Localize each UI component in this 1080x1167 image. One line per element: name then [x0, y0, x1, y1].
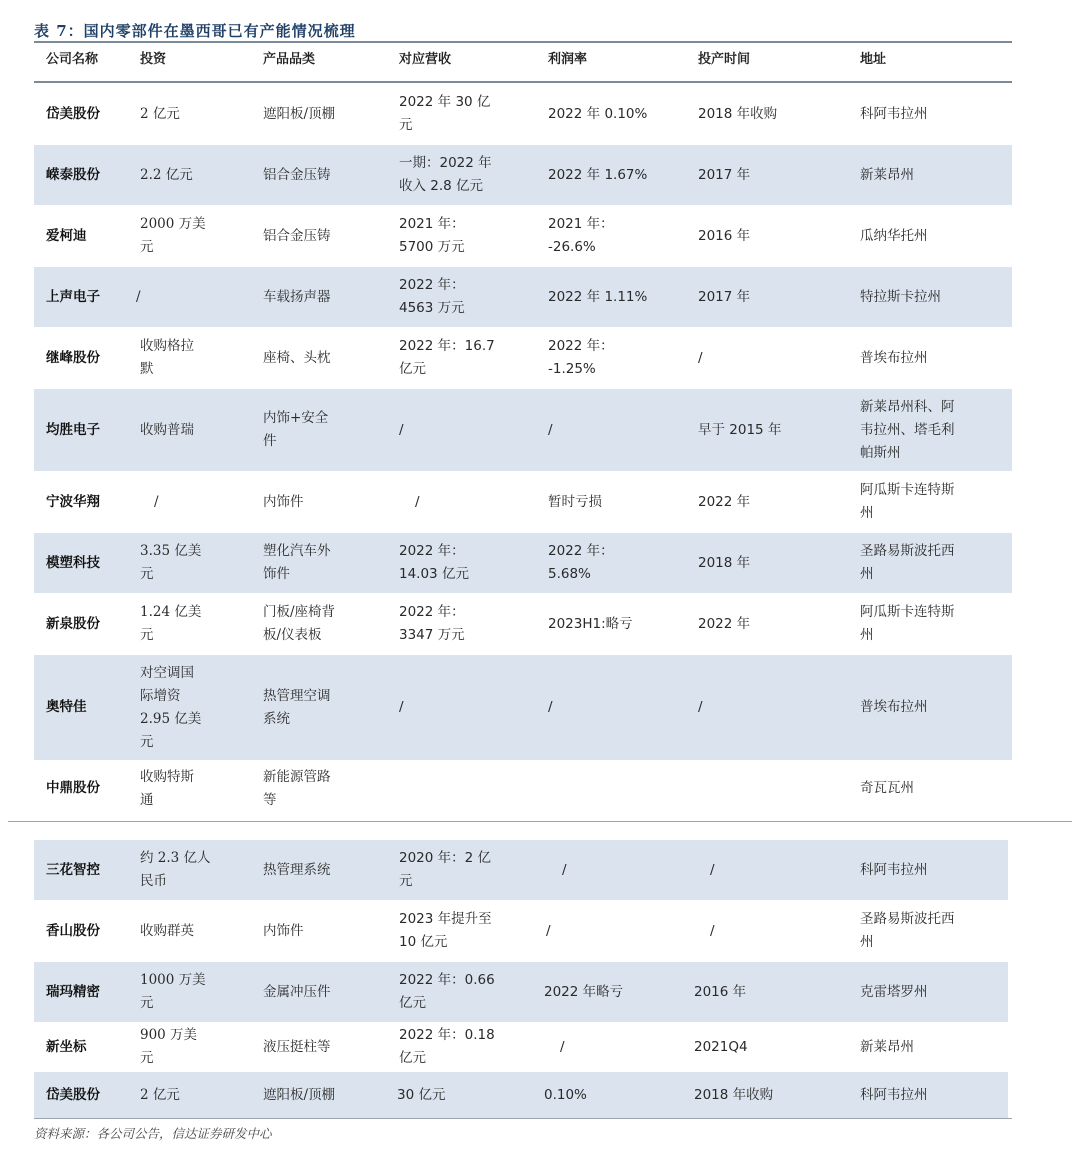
cell-company-name: [46, 962, 136, 1022]
cell-product: [263, 1072, 391, 1118]
margin-text: /: [548, 421, 553, 438]
start-time-text: /: [710, 922, 715, 939]
product-text: 热管理空调 系统: [263, 687, 331, 727]
address-text: 圣路易斯波托西 州: [860, 543, 955, 582]
revenue-text: 一期：2022 年 收入 2.8 亿元: [399, 155, 492, 194]
cell-revenue: [399, 840, 539, 900]
company-name-text: 爱柯迪: [46, 227, 87, 244]
table-row: [34, 267, 1012, 327]
product-text: 内饰件: [263, 493, 304, 510]
start-time-text: 2016 年: [694, 983, 747, 1000]
address-text: 克雷塔罗州: [860, 983, 928, 1000]
table-header: [34, 45, 1012, 73]
top-rule: [34, 41, 1012, 43]
company-name-text: 模塑科技: [46, 554, 100, 571]
bottom-rule: [34, 1118, 1012, 1119]
product-text: 遮阳板/顶棚: [263, 1086, 336, 1103]
cell-address: [860, 1072, 1008, 1118]
cell-start-time: [698, 267, 848, 327]
investment-text: 2000 万美 元: [140, 216, 206, 255]
cell-address: [860, 328, 1008, 388]
address-text: 圣路易斯波托西 州: [860, 911, 955, 950]
cell-margin: [548, 328, 688, 388]
cell-start-time: [710, 840, 860, 900]
start-time-text: 2022 年: [698, 493, 751, 510]
cell-company-name: [46, 533, 136, 593]
cell-revenue: [399, 267, 539, 327]
margin-text: /: [562, 861, 567, 878]
margin-text: 0.10%: [544, 1086, 587, 1103]
cell-product: [263, 206, 391, 266]
investment-text: 3.35 亿美 元: [140, 543, 202, 582]
cell-address: [860, 206, 1008, 266]
revenue-text: /: [399, 699, 404, 715]
margin-text: 2022 年 1.11%: [548, 288, 648, 305]
cell-start-time: [698, 655, 848, 760]
revenue-text: 2023 年提升至 10 亿元: [399, 911, 492, 950]
product-text: 遮阳板/顶棚: [263, 105, 336, 122]
table-row: [34, 1023, 1008, 1071]
address-text: 普埃布拉州: [860, 699, 928, 715]
cell-product: [263, 1023, 391, 1071]
cell-company-name: [46, 328, 136, 388]
investment-text: 收购特斯 通: [140, 768, 194, 808]
revenue-text: 2022 年： 4563 万元: [399, 277, 465, 316]
header-margin: 利润率: [548, 52, 588, 67]
product-text: 金属冲压件: [263, 983, 331, 1000]
address-text: 新莱昂州: [860, 166, 914, 183]
section-divider: [8, 821, 1072, 822]
cell-margin: [544, 962, 684, 1022]
start-time-text: 2018 年收购: [698, 105, 778, 122]
cell-revenue: [399, 389, 539, 471]
address-text: 特拉斯卡拉州: [860, 288, 941, 305]
cell-margin: [548, 267, 688, 327]
table-row: [34, 389, 1012, 471]
cell-company-name: [46, 840, 136, 900]
product-text: 铝合金压铸: [263, 227, 331, 244]
margin-text: 2022 年略亏: [544, 983, 624, 1000]
cell-company-name: [46, 267, 136, 327]
start-time-text: /: [698, 349, 703, 366]
table-row: [34, 472, 1012, 532]
cell-company-name: [46, 472, 136, 532]
cell-address: [860, 389, 1008, 471]
cell-company-name: [46, 901, 136, 961]
product-text: 门板/座椅背 板/仪表板: [263, 604, 336, 643]
header-rule: [34, 81, 1012, 83]
table-row: [34, 145, 1012, 205]
cell-start-time: [698, 594, 848, 654]
start-time-text: 2017 年: [698, 288, 751, 305]
header-address: 地址: [860, 52, 887, 67]
revenue-text: 2022 年： 3347 万元: [399, 604, 465, 643]
cell-product: [263, 472, 391, 532]
margin-text: 2023H1:略亏: [548, 615, 633, 632]
cell-margin: [548, 206, 688, 266]
margin-text: /: [546, 922, 551, 939]
cell-revenue: [399, 206, 539, 266]
cell-revenue: [399, 145, 539, 205]
cell-investment: [140, 901, 255, 961]
cell-revenue: [415, 472, 555, 532]
investment-text: 收购群英: [140, 922, 194, 939]
company-name-text: 瑞玛精密: [46, 983, 100, 1000]
table-row: [34, 840, 1008, 900]
cell-revenue: [399, 655, 539, 760]
cell-investment: [154, 472, 269, 532]
cell-address: [860, 533, 1008, 593]
product-text: 热管理系统: [263, 861, 331, 878]
investment-text: 1000 万美 元: [140, 972, 206, 1011]
cell-product: [263, 655, 391, 760]
cell-revenue: [399, 328, 539, 388]
investment-text: 收购格拉 默: [140, 338, 194, 377]
table-row: [34, 84, 1012, 144]
cell-margin: [548, 533, 688, 593]
table-row: [34, 206, 1012, 266]
cell-address: [860, 761, 1008, 816]
cell-product: [263, 901, 391, 961]
start-time-text: /: [698, 699, 703, 715]
cell-start-time: [698, 84, 848, 144]
cell-address: [860, 901, 1008, 961]
cell-company-name: [46, 594, 136, 654]
cell-address: [860, 1023, 1008, 1071]
cell-address: [860, 145, 1008, 205]
product-text: 座椅、头枕: [263, 349, 331, 366]
table-row: [34, 962, 1008, 1022]
company-name-text: 奥特佳: [46, 699, 87, 715]
address-text: 新莱昂州科、阿 韦拉州、塔毛利 帕斯州: [860, 398, 955, 461]
investment-text: 对空调国 际增资 2.95 亿美 元: [140, 664, 202, 750]
cell-revenue: [399, 533, 539, 593]
product-text: 铝合金压铸: [263, 166, 331, 183]
cell-start-time: [694, 962, 844, 1022]
investment-text: /: [154, 493, 159, 510]
revenue-text: /: [399, 421, 404, 438]
cell-product: [263, 328, 391, 388]
investment-text: 2 亿元: [140, 1086, 180, 1103]
cell-margin: [548, 145, 688, 205]
cell-company-name: [46, 145, 136, 205]
margin-text: 2022 年 0.10%: [548, 105, 648, 122]
source-note: 资料来源：各公司公告，信达证券研发中心: [34, 1126, 272, 1141]
table-title: 表 7：国内零部件在墨西哥已有产能情况梳理: [34, 22, 356, 40]
cell-investment: [140, 389, 255, 471]
cell-investment: [140, 328, 255, 388]
margin-text: 2022 年： -1.25%: [548, 338, 614, 377]
company-name-text: 宁波华翔: [46, 493, 100, 510]
margin-text: 2022 年 1.67%: [548, 166, 648, 183]
cell-investment: [136, 267, 251, 327]
margin-text: 暂时亏损: [548, 493, 602, 510]
revenue-text: 30 亿元: [397, 1086, 446, 1103]
revenue-text: 2022 年 30 亿 元: [399, 94, 491, 133]
company-name-text: 嵘泰股份: [46, 166, 100, 183]
revenue-text: 2020 年：2 亿 元: [399, 850, 492, 889]
revenue-text: 2022 年： 14.03 亿元: [399, 543, 469, 582]
cell-address: [860, 594, 1008, 654]
start-time-text: 2016 年: [698, 227, 751, 244]
product-text: 内饰+安全 件: [263, 410, 329, 449]
company-name-text: 均胜电子: [46, 421, 100, 438]
table-row: [34, 655, 1012, 760]
cell-investment: [140, 533, 255, 593]
start-time-text: 2018 年收购: [694, 1086, 774, 1103]
cell-product: [263, 267, 391, 327]
table-row: [34, 533, 1012, 593]
cell-start-time: [698, 533, 848, 593]
revenue-text: 2021 年： 5700 万元: [399, 216, 465, 255]
cell-margin: [562, 840, 702, 900]
table-row: [34, 761, 1012, 816]
cell-company-name: [46, 1023, 136, 1071]
product-text: 内饰件: [263, 922, 304, 939]
start-time-text: 2017 年: [698, 166, 751, 183]
header-product: 产品品类: [263, 52, 316, 67]
cell-revenue: [399, 84, 539, 144]
company-name-text: 新泉股份: [46, 615, 100, 632]
product-text: 车载扬声器: [263, 288, 331, 305]
table-row: [34, 594, 1012, 654]
cell-investment: [140, 84, 255, 144]
margin-text: /: [560, 1038, 565, 1055]
revenue-text: 2022 年：16.7 亿元: [399, 338, 495, 377]
cell-product: [263, 840, 391, 900]
cell-start-time: [694, 1023, 844, 1071]
cell-start-time: [694, 1072, 844, 1118]
cell-margin: [548, 84, 688, 144]
cell-revenue: [399, 1023, 539, 1071]
cell-start-time: [698, 472, 848, 532]
cell-margin: [548, 594, 688, 654]
cell-start-time: [698, 145, 848, 205]
cell-address: [860, 84, 1008, 144]
address-text: 新莱昂州: [860, 1038, 914, 1055]
product-text: 新能源管路 等: [263, 768, 331, 808]
product-text: 塑化汽车外 饰件: [263, 543, 331, 582]
cell-investment: [140, 145, 255, 205]
cell-product: [263, 389, 391, 471]
cell-revenue: [399, 594, 539, 654]
cell-margin: [548, 472, 688, 532]
table-row: [34, 1072, 1008, 1118]
cell-investment: [140, 655, 255, 760]
cell-start-time: [698, 761, 848, 816]
cell-investment: [140, 1072, 255, 1118]
start-time-text: 早于 2015 年: [698, 421, 782, 438]
header-revenue: 对应营收: [399, 52, 452, 67]
margin-text: 2021 年： -26.6%: [548, 216, 614, 255]
cell-revenue: [399, 761, 539, 816]
company-name-text: 新坐标: [46, 1038, 87, 1055]
address-text: 科阿韦拉州: [860, 1086, 928, 1103]
cell-revenue: [399, 962, 539, 1022]
company-name-text: 中鼎股份: [46, 780, 100, 796]
cell-company-name: [46, 655, 136, 760]
start-time-text: 2021Q4: [694, 1038, 748, 1055]
cell-margin: [548, 655, 688, 760]
cell-product: [263, 84, 391, 144]
start-time-text: 2022 年: [698, 615, 751, 632]
company-name-text: 继峰股份: [46, 349, 100, 366]
investment-text: /: [136, 288, 141, 305]
revenue-text: 2022 年：0.18 亿元: [399, 1027, 495, 1066]
margin-text: /: [548, 699, 553, 715]
address-text: 阿瓜斯卡连特斯 州: [860, 482, 955, 521]
cell-product: [263, 533, 391, 593]
company-name-text: 三花智控: [46, 861, 100, 878]
company-name-text: 岱美股份: [46, 1086, 100, 1103]
revenue-text: 2022 年：0.66 亿元: [399, 972, 495, 1011]
address-text: 瓜纳华托州: [860, 227, 928, 244]
cell-investment: [140, 761, 255, 816]
cell-margin: [546, 901, 686, 961]
cell-investment: [140, 594, 255, 654]
cell-start-time: [698, 389, 848, 471]
company-name-text: 香山股份: [46, 922, 100, 939]
cell-address: [860, 962, 1008, 1022]
cell-address: [860, 840, 1008, 900]
investment-text: 900 万美 元: [140, 1027, 198, 1066]
table-row: [34, 328, 1012, 388]
cell-product: [263, 962, 391, 1022]
cell-revenue: [397, 1072, 537, 1118]
cell-start-time: [710, 901, 860, 961]
header-investment: 投资: [140, 52, 167, 67]
cell-revenue: [399, 901, 539, 961]
address-text: 科阿韦拉州: [860, 105, 928, 122]
cell-address: [860, 655, 1008, 760]
cell-product: [263, 145, 391, 205]
company-name-text: 上声电子: [46, 288, 100, 305]
cell-start-time: [698, 328, 848, 388]
cell-investment: [140, 1023, 255, 1071]
cell-margin: [544, 1072, 684, 1118]
table-row: [34, 901, 1008, 961]
cell-product: [263, 761, 391, 816]
cell-investment: [140, 206, 255, 266]
cell-address: [860, 267, 1008, 327]
investment-text: 1.24 亿美 元: [140, 604, 202, 643]
address-text: 普埃布拉州: [860, 349, 928, 366]
start-time-text: /: [710, 861, 715, 878]
cell-address: [860, 472, 1008, 532]
cell-company-name: [46, 389, 136, 471]
address-text: 科阿韦拉州: [860, 861, 928, 878]
start-time-text: 2018 年: [698, 554, 751, 571]
cell-company-name: [46, 206, 136, 266]
investment-text: 2.2 亿元: [140, 166, 193, 183]
cell-margin: [548, 389, 688, 471]
address-text: 奇瓦瓦州: [860, 780, 914, 796]
margin-text: 2022 年： 5.68%: [548, 543, 614, 582]
cell-company-name: [46, 1072, 136, 1118]
cell-margin: [560, 1023, 700, 1071]
investment-text: 收购普瑞: [140, 421, 194, 438]
cell-company-name: [46, 761, 136, 816]
cell-investment: [140, 840, 255, 900]
cell-margin: [548, 761, 688, 816]
cell-investment: [140, 962, 255, 1022]
cell-start-time: [698, 206, 848, 266]
header-company: 公司名称: [46, 52, 99, 67]
revenue-text: /: [415, 493, 420, 510]
header-start-time: 投产时间: [698, 52, 751, 67]
company-name-text: 岱美股份: [46, 105, 100, 122]
investment-text: 2 亿元: [140, 105, 180, 122]
cell-company-name: [46, 84, 136, 144]
cell-product: [263, 594, 391, 654]
product-text: 液压挺柱等: [263, 1038, 331, 1055]
address-text: 阿瓜斯卡连特斯 州: [860, 604, 955, 643]
investment-text: 约 2.3 亿人 民币: [140, 850, 211, 889]
